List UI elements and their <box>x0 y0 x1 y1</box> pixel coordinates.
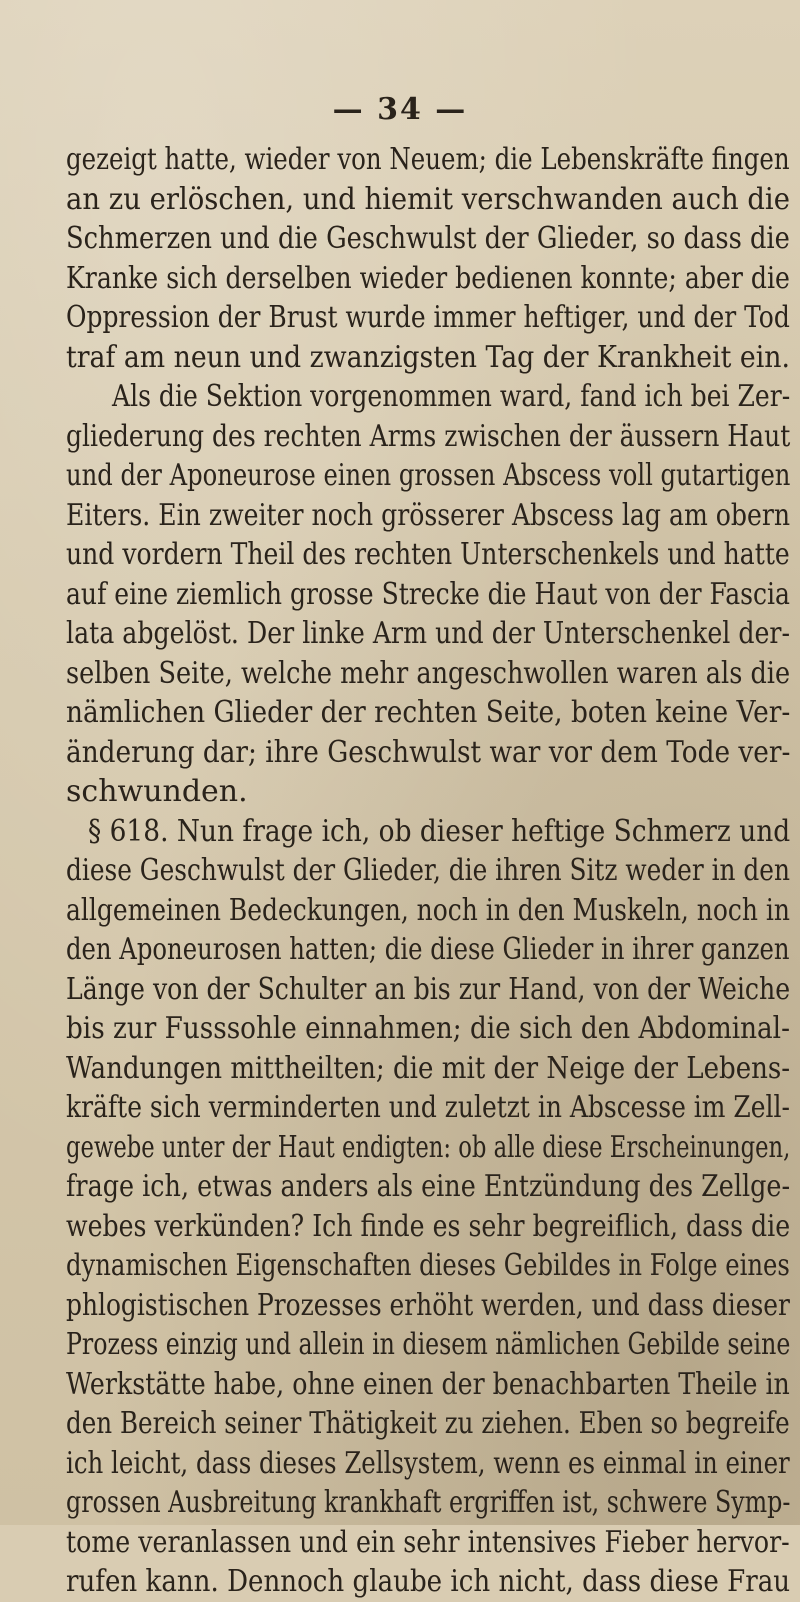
text-line: Kranke sich derselben wieder bedienen konnte; aber die <box>66 260 790 296</box>
text-line: gezeigt hatte, wieder von Neuem; die Lebenskräfte fingen <box>66 142 790 177</box>
text-line: lata abgelöst. Der linke Arm und der Unterschenkel der- <box>66 616 791 651</box>
text-line: den Aponeurosen hatten; die diese Glieder in ihrer ganzen <box>66 932 790 967</box>
text-line: Oppression der Brust wurde immer heftiger, und der Tod <box>66 300 790 335</box>
text-line: den Bereich seiner Thätigkeit zu ziehen. Eben so begreife <box>66 1406 790 1441</box>
text-line: gliederung des rechten Arms zwischen der äussern Haut <box>66 418 791 454</box>
text-line: phlogistischen Prozesses erhöht werden, und dass dieser <box>66 1287 790 1323</box>
text-line: bis zur Fusssohle einnahmen; die sich den Abdominal- <box>66 1011 790 1046</box>
text-line: allgemeinen Bedeckungen, noch in den Muskeln, noch in <box>66 892 790 928</box>
text-line: Länge von der Schulter an bis zur Hand, von der Weiche <box>66 971 791 1007</box>
text-line: und der Aponeurose einen grossen Abscess voll gutartigen <box>66 458 791 493</box>
text-line: auf eine ziemlich grosse Strecke die Haut von der Fascia <box>66 576 790 612</box>
text-line: Wandungen mittheilten; die mit der Neige der Lebens- <box>66 1050 791 1086</box>
text-line: webes verkünden? Ich finde es sehr begreiflich, dass die <box>66 1208 791 1244</box>
text-line: und vordern Theil des rechten Unterschenkels und hatte <box>66 537 790 572</box>
text-line: Als die Sektion vorgenommen ward, fand ich bei Zer- <box>112 379 791 414</box>
text-line: § 618. Nun frage ich, ob dieser heftige Schmerz und <box>88 813 791 849</box>
text-line: ich leicht, dass dieses Zellsystem, wenn es einmal in einer <box>66 1445 790 1481</box>
text-line: Prozess einzig und allein in diesem nämlichen Gebilde seine <box>66 1327 791 1362</box>
text-line: nämlichen Glieder der rechten Seite, boten keine Ver- <box>66 695 791 730</box>
text-line: Werkstätte habe, ohne einen der benachbarten Theile in <box>66 1366 790 1402</box>
text-line: schwunden. <box>66 774 248 809</box>
text-line: traf am neun und zwanzigsten Tag der Krankheit ein. <box>66 339 790 375</box>
text-line: Schmerzen und die Geschwulst der Glieder, so dass die <box>66 221 790 256</box>
text-line: diese Geschwulst der Glieder, die ihren Sitz weder in den <box>66 853 790 888</box>
text-line: grossen Ausbreitung krankhaft ergriffen ist, schwere Symp- <box>66 1485 791 1520</box>
text-line: gewebe unter der Haut endigten: ob alle diese Erscheinungen, <box>66 1129 791 1165</box>
text-line: rufen kann. Dennoch glaube ich nicht, dass diese Frau <box>66 1564 791 1599</box>
text-line: an zu erlöschen, und hiemit verschwanden auch die <box>66 181 790 217</box>
text-line: tome veranlassen und ein sehr intensives Fieber hervor- <box>66 1524 790 1560</box>
text-line: änderung dar; ihre Geschwulst war vor dem Tode ver- <box>66 734 791 770</box>
text-line: selben Seite, welche mehr angeschwollen waren als die <box>66 655 791 691</box>
body-text <box>58 140 800 1602</box>
page-number: — 34 — <box>332 92 468 127</box>
text-line: frage ich, etwas anders als eine Entzündung des Zellge- <box>66 1169 791 1204</box>
text-line: Eiters. Ein zweiter noch grösserer Abscess lag am obern <box>66 497 791 533</box>
text-line: kräfte sich verminderten und zuletzt in Abscesse im Zell- <box>66 1090 790 1125</box>
text-line: dynamischen Eigenschaften dieses Gebildes in Folge eines <box>66 1248 790 1283</box>
